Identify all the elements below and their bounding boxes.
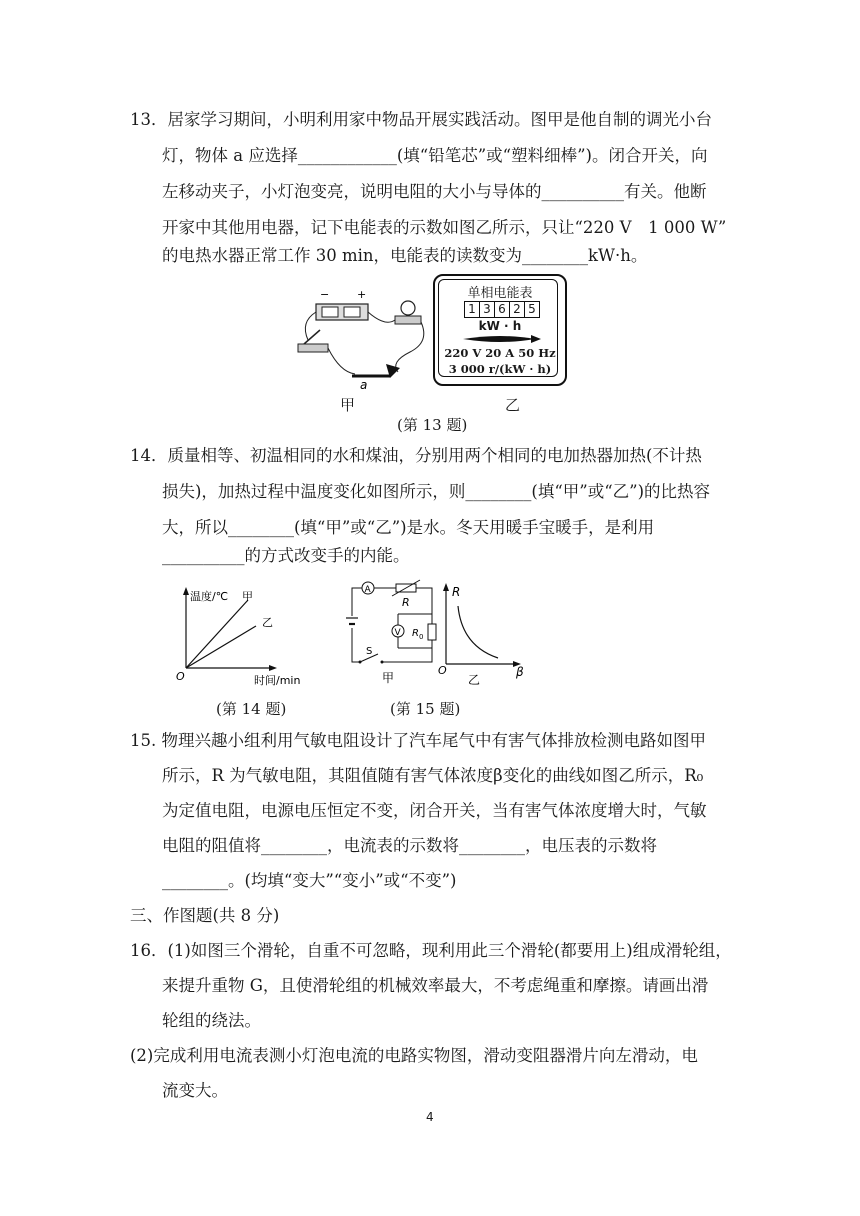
q15-line-4: 电阻的阻值将________，电流表的示数将________，电压表的示数将	[162, 836, 657, 855]
q13-circuit-figure	[290, 282, 440, 392]
q15-line-1: 15. 物理兴趣小组利用气敏电阻设计了汽车尾气中有害气体排放检测电路如图甲	[130, 731, 706, 750]
resistance-curve	[458, 606, 498, 658]
meter-unit: kW · h	[478, 319, 522, 333]
q15-line-2: 所示，R 为气敏电阻，其阻值随有害气体浓度β变化的曲线如图乙所示，R₀	[162, 766, 704, 785]
q16-line-1: 16．(1)如图三个滑轮，自重不可忽略，现利用此三个滑轮(都要用上)组成滑轮组，	[130, 941, 732, 960]
line-yi-label: 乙	[262, 616, 273, 629]
fixed-resistor-icon	[428, 624, 436, 640]
bulb-icon	[401, 301, 415, 315]
meter-digits	[464, 301, 540, 318]
q14-caption: (第 14 题)	[216, 700, 287, 718]
meter-digit: 5	[525, 301, 540, 318]
y-axis-label: R	[452, 585, 461, 599]
q13-line-3: 左移动夹子，小灯泡变亮，说明电阻的大小与导体的__________有关。他断	[162, 182, 707, 201]
voltmeter-label: V	[394, 628, 401, 638]
x-axis-label: β	[516, 665, 524, 679]
meter-digit: 3	[480, 301, 495, 318]
q14-line-4: __________的方式改变手的内能。	[162, 546, 410, 565]
battery-minus-label: −	[320, 288, 330, 301]
meter-digit: 6	[495, 301, 510, 318]
battery-plus-label: +	[357, 288, 367, 301]
meter-arrow-icon	[461, 333, 541, 345]
meter-digit: 2	[510, 301, 525, 318]
q14-line-2: 损失)，加热过程中温度变化如图所示，则________(填“甲”或“乙”)的比热容	[162, 482, 711, 501]
q15-circuit-figure	[338, 578, 448, 686]
q15-caption: (第 15 题)	[390, 700, 461, 718]
rod-a-label: a	[360, 378, 368, 392]
q13-line-4: 开家中其他用电器，记下电能表的示数如图乙所示，只让“220 V 1 000 W”	[162, 218, 727, 237]
q14-line-3: 大，所以________(填“甲”或“乙”)是水。冬天用暖手宝暖手，是利用	[162, 518, 655, 537]
q15-graph-label: 乙	[468, 673, 481, 686]
r0-label: R	[412, 628, 419, 639]
meter-spec-1: 220 V 20 A 50 Hz	[444, 346, 556, 360]
q16-line-4: (2)完成利用电流表测小灯泡电流的电路实物图，滑动变阻器滑片向左滑动，电	[130, 1046, 698, 1065]
q15-resistance-graph	[436, 580, 528, 686]
q13-line-1: 13．居家学习期间，小明利用家中物品开展实践活动。图甲是他自制的调光小台	[130, 110, 712, 129]
line-jia	[186, 600, 248, 668]
switch-label: S	[366, 646, 373, 657]
meter-digit: 1	[464, 301, 480, 318]
q13-line-2: 灯，物体 a 应选择____________(填“铅笔芯”或“塑料细棒”)。闭合开关，向	[162, 146, 708, 165]
energy-meter	[433, 274, 567, 386]
page-number: 4	[426, 1110, 434, 1124]
ammeter-label: A	[364, 585, 371, 595]
q13-fig-label-yi: 乙	[505, 396, 521, 414]
q16-line-2: 来提升重物 G，且使滑轮组的机械效率最大，不考虑绳重和摩擦。请画出滑	[162, 976, 709, 995]
section-3-heading: 三、作图题(共 8 分)	[130, 906, 280, 925]
q14-temperature-graph	[172, 586, 312, 688]
q16-line-3: 轮组的绕法。	[162, 1011, 261, 1030]
y-axis-label: 温度/℃	[190, 590, 229, 603]
line-jia-label: 甲	[242, 590, 253, 603]
q16-line-5: 流变大。	[162, 1081, 228, 1100]
origin-label: O	[176, 670, 185, 683]
q13-line-5: 的电热水器正常工作 30 min，电能表的读数变为________kW·h。	[162, 246, 648, 265]
meter-spec-2: 3 000 r/(kW · h)	[448, 362, 552, 376]
switch-icon	[298, 344, 328, 352]
q13-caption: (第 13 题)	[397, 416, 468, 434]
resistor-r-label: R	[402, 596, 410, 609]
q15-line-5: ________。(均填“变大”“变小”或“不变”)	[162, 871, 457, 890]
q14-line-1: 14．质量相等、初温相同的水和煤油，分别用两个相同的电加热器加热(不计热	[130, 446, 702, 465]
q15-circuit-label: 甲	[382, 671, 395, 685]
origin-label: O	[438, 664, 447, 677]
line-yi	[186, 626, 256, 668]
x-axis-label: 时间/min	[254, 674, 301, 687]
q15-line-3: 为定值电阻，电源电压恒定不变，闭合开关，当有害气体浓度增大时，气敏	[162, 801, 707, 820]
meter-title: 单相电能表	[467, 286, 533, 301]
r0-subscript: 0	[419, 633, 424, 641]
q13-fig-label-jia: 甲	[340, 396, 356, 414]
